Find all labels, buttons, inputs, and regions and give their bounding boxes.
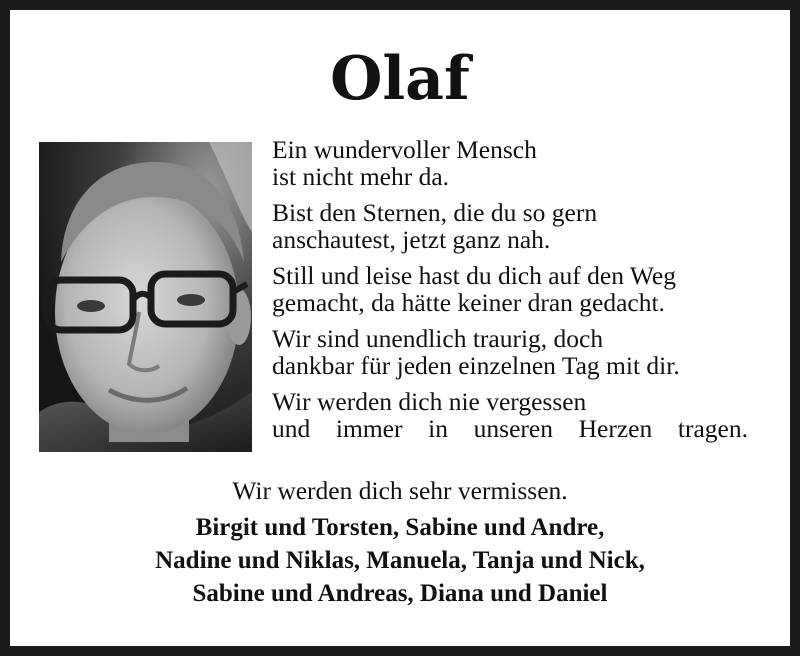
poem-stanza: [272, 136, 748, 190]
poem-stanza: [272, 325, 748, 379]
deceased-name: Olaf: [330, 44, 470, 114]
poem-line: Bist den Sternen, die du so gern: [272, 198, 598, 227]
poem-line: Still und leise hast du dich auf den Weg: [272, 261, 676, 290]
poem-line: Ein wundervoller Mensch: [272, 135, 537, 164]
mourners-row: Nadine und Niklas, Manuela, Tanja und Nick,: [155, 547, 645, 574]
poem: [272, 136, 748, 451]
poem-line: Wir werden dich nie vergessen: [272, 387, 587, 416]
poem-line: dankbar für jeden einzelnen Tag mit dir.: [272, 351, 680, 380]
mourners-row: Birgit und Torsten, Sabine und Andre,: [195, 514, 605, 541]
poem-stanza: [272, 262, 748, 316]
poem-stanza: [272, 388, 748, 442]
mourners-list: [10, 511, 790, 610]
portrait-photo: [39, 142, 252, 452]
poem-line: und immer in unseren Herzen tragen.: [272, 414, 748, 443]
poem-line: anschautest, jetzt ganz nah.: [272, 225, 551, 254]
poem-stanza: [272, 199, 748, 253]
poem-line: ist nicht mehr da.: [272, 162, 450, 191]
closing-line: Wir werden dich sehr vermissen.: [232, 476, 568, 505]
mourners-row: Sabine und Andreas, Diana und Daniel: [192, 580, 608, 607]
poem-line: Wir sind unendlich traurig, doch: [272, 324, 604, 353]
poem-line: gemacht, da hätte keiner dran gedacht.: [272, 288, 665, 317]
